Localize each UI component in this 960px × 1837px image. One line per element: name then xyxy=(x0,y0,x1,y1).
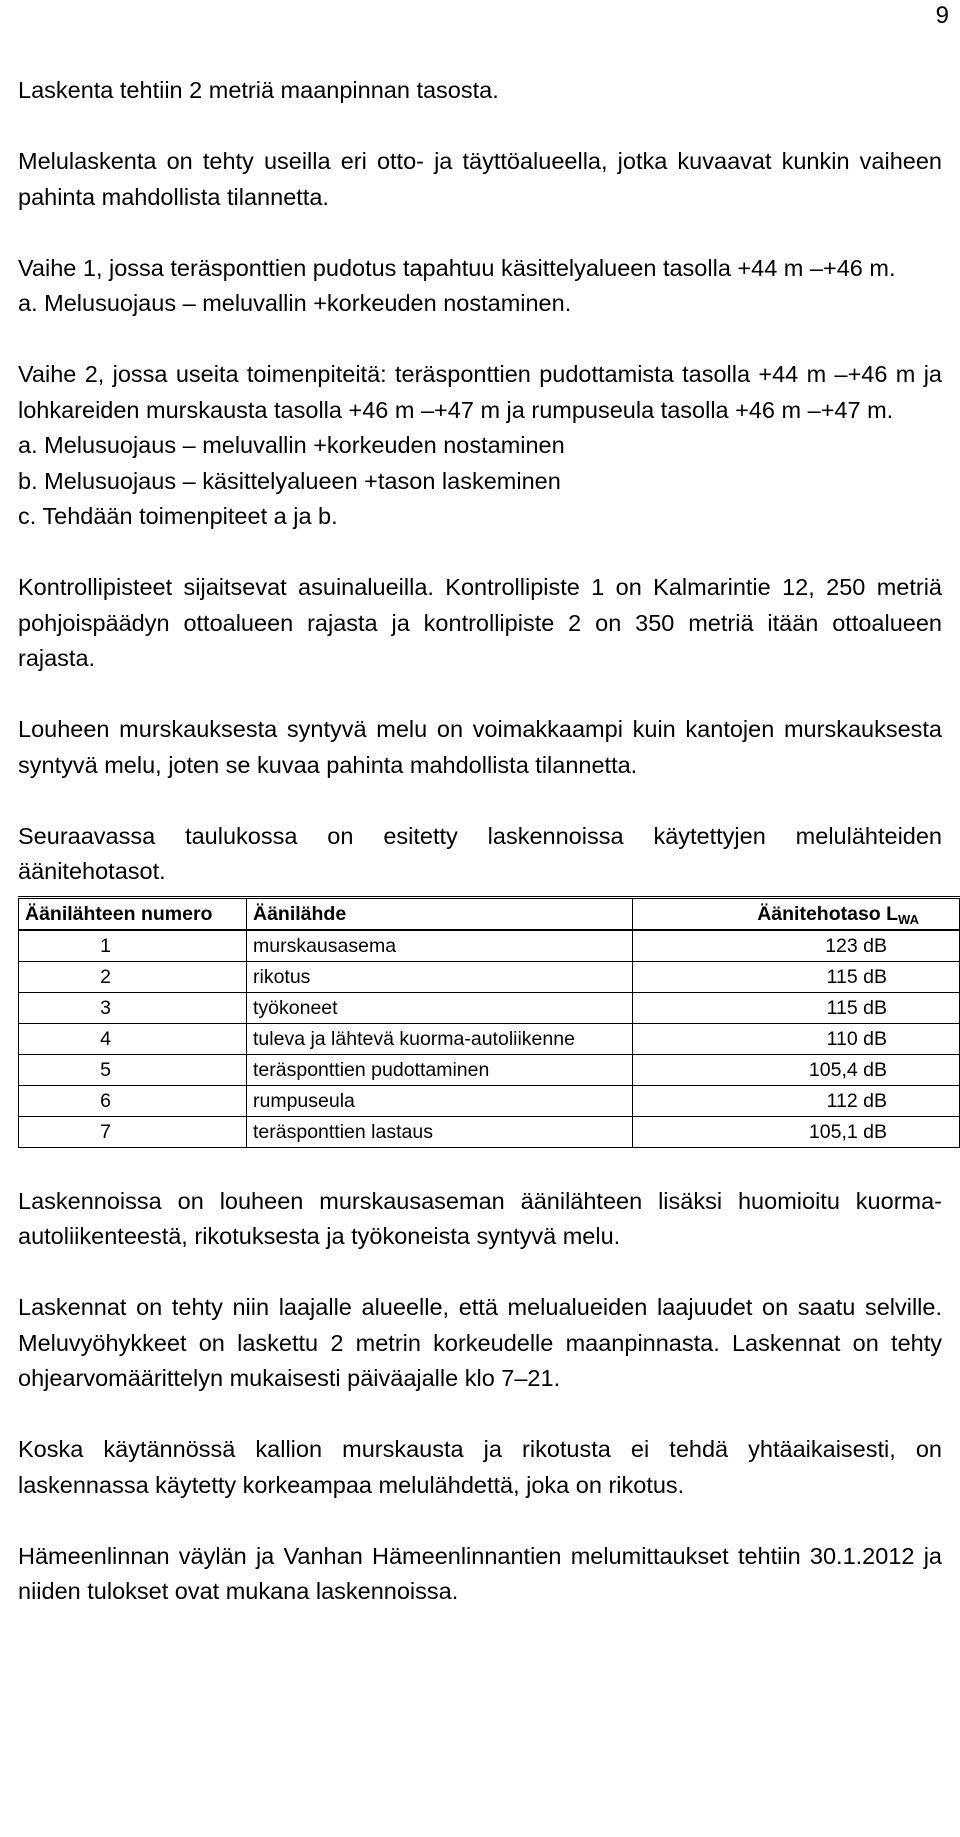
cell-level: 110 dB xyxy=(633,1023,960,1054)
header-sound-power-level-text: Äänitehotaso L xyxy=(757,902,899,925)
phase-2-option-a: a. Melusuojaus – meluvallin +korkeuden nostaminen xyxy=(18,432,565,458)
table-row xyxy=(19,1116,960,1147)
document-body xyxy=(18,73,942,1645)
header-sound-power-level-subscript: WA xyxy=(898,911,919,927)
phase-2-block xyxy=(18,357,942,535)
table-row xyxy=(19,992,960,1023)
phase-2-option-b: b. Melusuojaus – käsittelyalueen +tason laskeminen xyxy=(18,467,561,494)
cell-number: 3 xyxy=(19,992,247,1023)
cell-source: tuleva ja lähtevä kuorma-autoliikenne xyxy=(247,1023,633,1054)
cell-source: rikotus xyxy=(247,961,633,992)
header-sound-power-level xyxy=(633,897,960,930)
noise-sources-table xyxy=(18,896,960,1148)
cell-number: 6 xyxy=(19,1085,247,1116)
cell-level: 115 dB xyxy=(633,961,960,992)
cell-source: työkoneet xyxy=(247,992,633,1023)
cell-level: 105,4 dB xyxy=(633,1054,960,1085)
paragraph-control-points: Kontrollipisteet sijaitsevat asuinalueilla. Kontrollipiste 1 on Kalmarintie 12, 250 metriä pohjoispäädyn ottoalueen rajasta ja kontrollipiste 2 on 350 metriä itään ottoalueen rajasta. xyxy=(18,574,942,671)
paragraph-worst-source: Koska käytännössä kallion murskausta ja rikotusta ei tehdä yhtäaikaisesti, on laskennassa käytetty korkeampaa melulähdettä, joka on rikotus. xyxy=(18,1436,942,1498)
cell-level: 123 dB xyxy=(633,930,960,962)
phase-1-text: Vaihe 1, jossa teräsponttien pudotus tapahtuu käsittelyalueen tasolla +44 m –+46 m. xyxy=(18,254,896,281)
phase-2-text: Vaihe 2, jossa useita toimenpiteitä: teräsponttien pudottamista tasolla +44 m –+46 m ja lohkareiden murskausta tasolla +46 m –+47 m ja rumpuseula tasolla +46 m –+47 m. xyxy=(18,361,942,423)
paragraph-table-intro: Seuraavassa taulukossa on esitetty laskennoissa käytettyjen melulähteiden äänitehotasot. xyxy=(18,822,942,884)
paragraph-calculation-extent: Laskennat on tehty niin laajalle alueelle, että melualueiden laajuudet on saatu selville. Meluvyöhykkeet on laskettu 2 metrin korkeudelle maanpinnasta. Laskennat on tehty ohjearvomäärittelyn mukaisesti päiväajalle klo 7–21. xyxy=(18,1294,942,1391)
table-row xyxy=(19,930,960,962)
table-header-row xyxy=(19,897,960,930)
cell-source: murskausasema xyxy=(247,930,633,962)
phase-2-option-c: c. Tehdään toimenpiteet a ja b. xyxy=(18,503,338,529)
cell-number: 5 xyxy=(19,1054,247,1085)
cell-number: 2 xyxy=(19,961,247,992)
page-number: 9 xyxy=(935,2,949,29)
paragraph-additional-sources: Laskennoissa on louheen murskausaseman äänilähteen lisäksi huomioitu kuorma-autoliikenteestä, rikotuksesta ja työkoneista syntyvä melu. xyxy=(18,1187,942,1249)
cell-number: 7 xyxy=(19,1116,247,1147)
table-row xyxy=(19,961,960,992)
cell-level: 115 dB xyxy=(633,992,960,1023)
cell-level: 112 dB xyxy=(633,1085,960,1116)
header-source-name: Äänilähde xyxy=(247,897,633,930)
paragraph-measurements: Hämeenlinnan väylän ja Vanhan Hämeenlinnantien melumittaukset tehtiin 30.1.2012 ja niiden tulokset ovat mukana laskennoissa. xyxy=(18,1542,942,1604)
table-row xyxy=(19,1054,960,1085)
cell-number: 1 xyxy=(19,930,247,962)
cell-source: teräsponttien lastaus xyxy=(247,1116,633,1147)
table-row xyxy=(19,1023,960,1054)
cell-source: rumpuseula xyxy=(247,1085,633,1116)
paragraph-calculation-height: Laskenta tehtiin 2 metriä maanpinnan tasosta. xyxy=(18,77,499,103)
phase-1-option-a: a. Melusuojaus – meluvallin +korkeuden nostaminen. xyxy=(18,290,572,316)
cell-number: 4 xyxy=(19,1023,247,1054)
paragraph-calculation-areas: Melulaskenta on tehty useilla eri otto- ja täyttöalueella, jotka kuvaavat kunkin vaiheen pahinta mahdollista tilannetta. xyxy=(18,148,942,210)
cell-source: teräsponttien pudottaminen xyxy=(247,1054,633,1085)
cell-level: 105,1 dB xyxy=(633,1116,960,1147)
table-row xyxy=(19,1085,960,1116)
header-source-number: Äänilähteen numero xyxy=(19,897,247,930)
phase-1-block xyxy=(18,251,942,322)
paragraph-crushing-noise: Louheen murskauksesta syntyvä melu on voimakkaampi kuin kantojen murskauksesta syntyvä melu, joten se kuvaa pahinta mahdollista tilannetta. xyxy=(18,716,942,778)
